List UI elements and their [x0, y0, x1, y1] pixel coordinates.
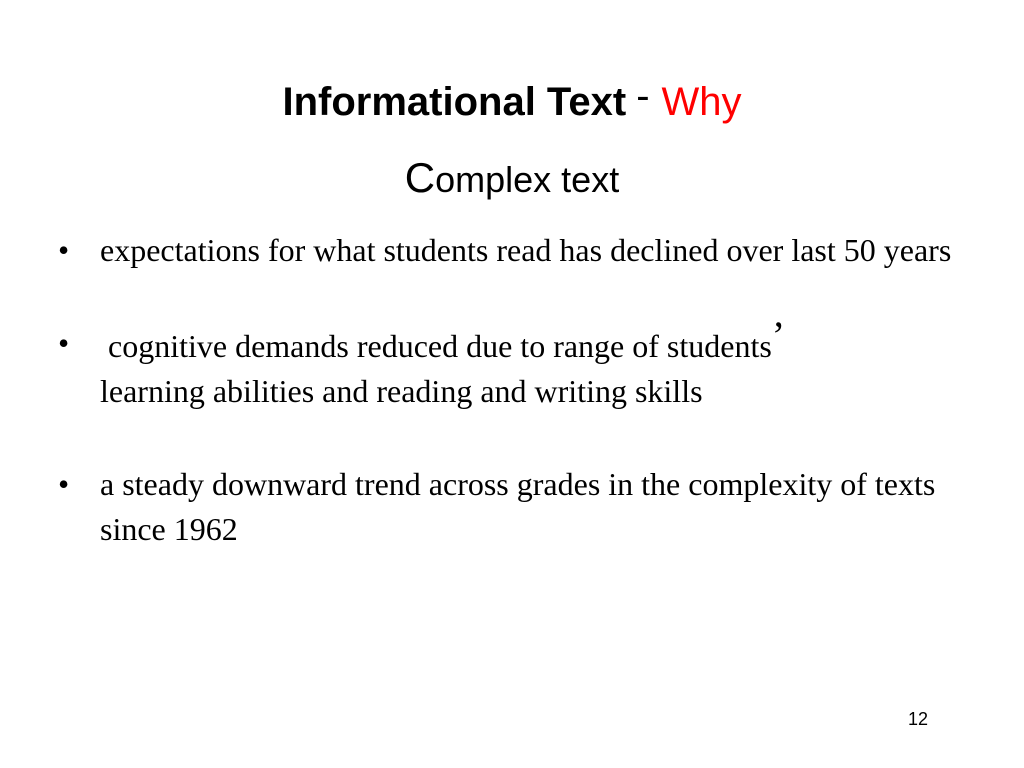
bullet-icon: •: [58, 325, 70, 361]
bullet-text: [100, 313, 786, 409]
bullet-list: [58, 228, 988, 600]
bullet-item-cognitive-demands: [58, 313, 988, 414]
slide-subtitle: [0, 150, 1024, 208]
title-main-text: Informational Text: [282, 80, 627, 124]
bullet-text: a steady downward trend across grades in the complexity of texts since 1962: [100, 466, 936, 547]
page-number: 12: [908, 709, 929, 729]
bullet-icon: •: [58, 466, 70, 502]
bullet-item-downward-trend: [58, 462, 988, 552]
title-dash: -: [636, 74, 650, 118]
bullet-icon: •: [58, 232, 70, 268]
bullet-text: expectations for what students read has declined over last 50 years: [100, 232, 952, 268]
bullet-text-part1: cognitive demands reduced due to range of students: [108, 328, 772, 364]
title-highlight-text: Why: [661, 80, 742, 124]
subtitle-first-letter: C: [404, 154, 436, 201]
slide-title: [0, 72, 1024, 132]
bullet-item-expectations: [58, 228, 988, 273]
apostrophe: ’: [771, 313, 786, 358]
bullet-text-part2: learning abilities and reading and writing skills: [100, 373, 703, 409]
subtitle-rest: omplex text: [435, 159, 620, 200]
